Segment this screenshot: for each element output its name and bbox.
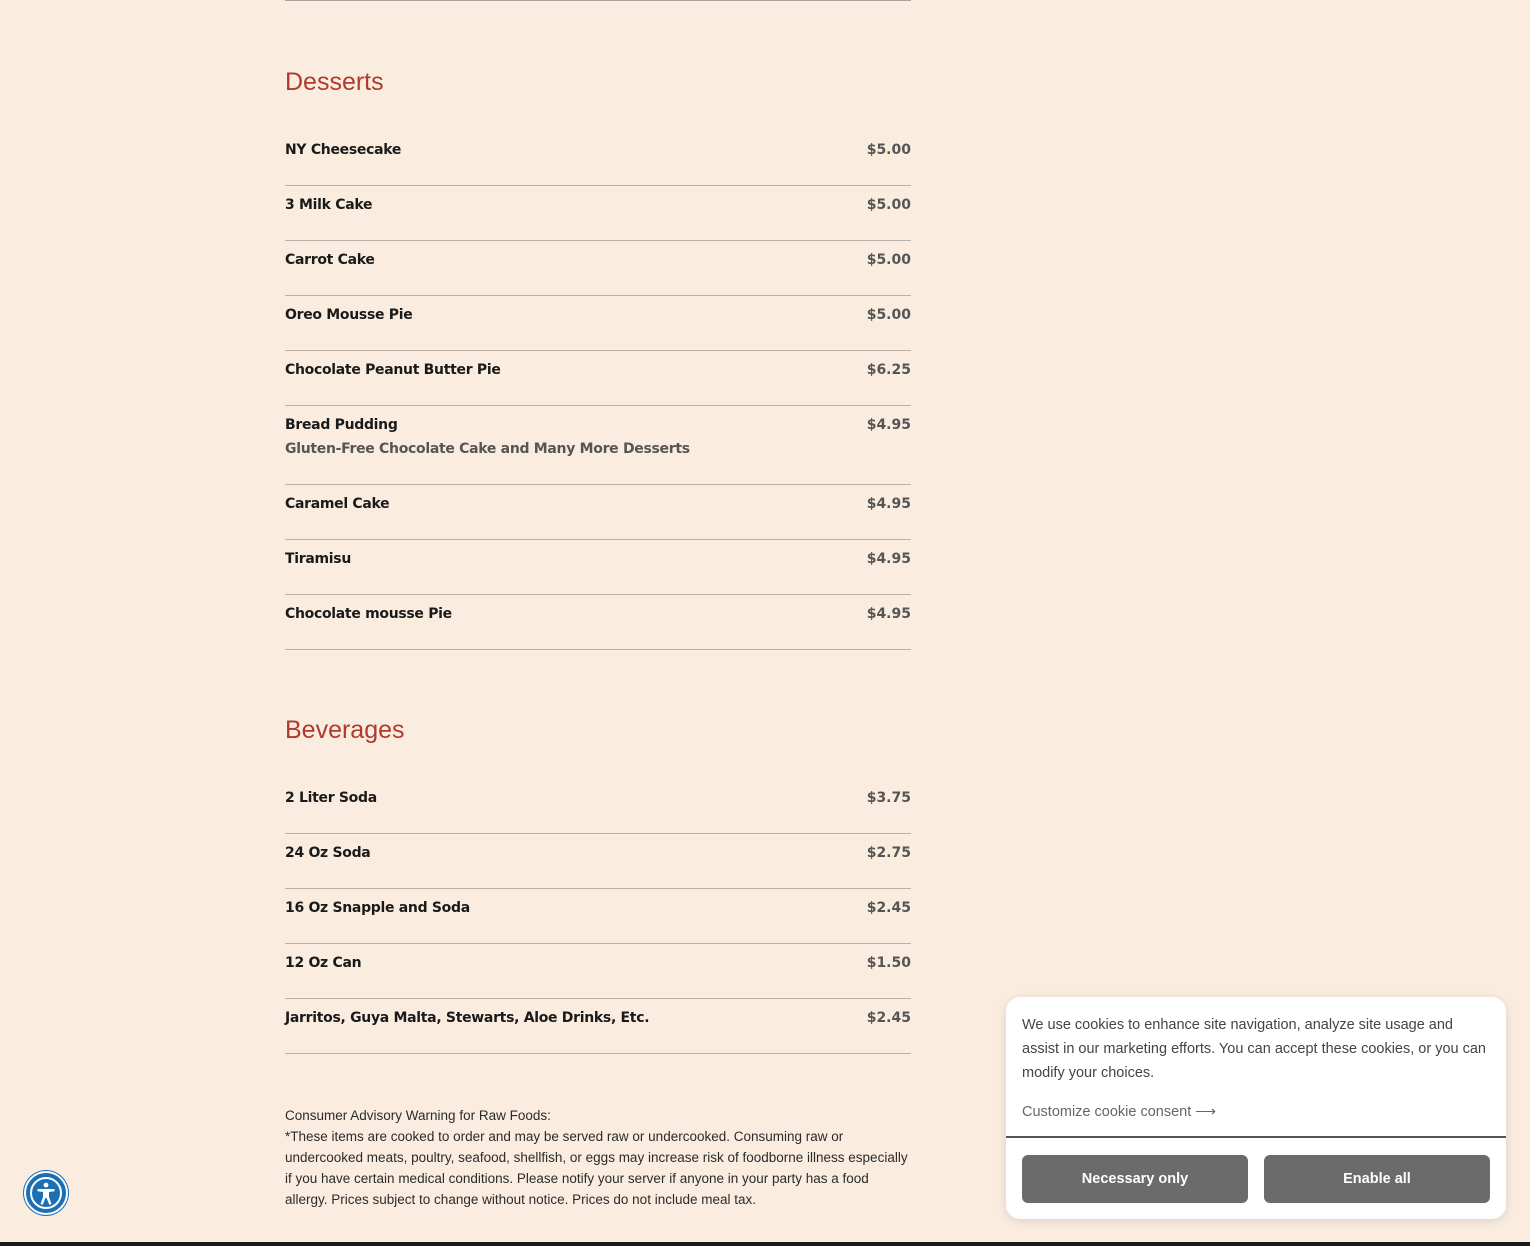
- item-price: $4.95: [866, 417, 911, 433]
- item-price: $4.95: [866, 496, 911, 512]
- item-price: $4.95: [866, 606, 911, 622]
- item-name: Tiramisu: [285, 551, 351, 567]
- item-name: Jarritos, Guya Malta, Stewarts, Aloe Drinks, Etc.: [285, 1010, 650, 1026]
- advisory-heading: Consumer Advisory Warning for Raw Foods:: [285, 1108, 551, 1123]
- arrow-right-icon: ⟶: [1195, 1104, 1217, 1120]
- cookie-message: We use cookies to enhance site navigation, analyze site usage and assist in our marketing efforts. You can accept these cookies, or you can modify your choices.: [1022, 1017, 1486, 1081]
- beverage-list: [285, 779, 911, 1054]
- item-name: Chocolate Peanut Butter Pie: [285, 362, 501, 378]
- item-name: 12 Oz Can: [285, 955, 362, 971]
- divider: [1006, 1136, 1506, 1138]
- menu-item: [285, 485, 911, 540]
- item-price: $5.00: [866, 197, 911, 213]
- cookie-consent-banner: [1006, 997, 1506, 1219]
- menu-item: [285, 944, 911, 999]
- menu-item: [285, 406, 911, 485]
- divider: [285, 0, 911, 1]
- item-name: NY Cheesecake: [285, 142, 402, 158]
- item-name: Oreo Mousse Pie: [285, 307, 413, 323]
- item-price: $5.00: [866, 142, 911, 158]
- accessibility-button[interactable]: [24, 1171, 68, 1215]
- menu-item: [285, 296, 911, 351]
- item-price: $3.75: [866, 790, 911, 806]
- item-name: 16 Oz Snapple and Soda: [285, 900, 470, 916]
- menu-item: [285, 186, 911, 241]
- menu-item: [285, 540, 911, 595]
- section-title-beverages: Beverages: [285, 716, 405, 744]
- advisory-body: *These items are cooked to order and may be served raw or undercooked. Consuming raw or undercooked meats, poultry, seafood, shellfish, or eggs may increase risk of foodborne illness especially if you have certain medical conditions. Please notify your server if anyone in your party has a food allergy. Prices subject to change without notice. Prices do not include meal tax.: [285, 1129, 908, 1207]
- menu-item: [285, 351, 911, 406]
- accessibility-icon: [26, 1173, 66, 1213]
- item-description: Gluten-Free Chocolate Cake and Many More Desserts: [285, 441, 690, 457]
- item-price: $2.45: [866, 1010, 911, 1026]
- item-name: Carrot Cake: [285, 252, 375, 268]
- item-name: Bread Pudding: [285, 417, 398, 433]
- item-name: 2 Liter Soda: [285, 790, 377, 806]
- necessary-only-button[interactable]: Necessary only: [1022, 1155, 1248, 1203]
- menu-item: [285, 999, 911, 1054]
- consumer-advisory: [285, 1105, 911, 1210]
- menu-item: [285, 595, 911, 650]
- customize-cookie-link[interactable]: [1022, 1104, 1216, 1120]
- enable-all-button[interactable]: Enable all: [1264, 1155, 1490, 1203]
- menu-item: [285, 131, 911, 186]
- section-title-desserts: Desserts: [285, 68, 384, 96]
- item-price: $5.00: [866, 252, 911, 268]
- item-name: 3 Milk Cake: [285, 197, 373, 213]
- menu-item: [285, 834, 911, 889]
- item-price: $2.45: [866, 900, 911, 916]
- dessert-list: [285, 131, 911, 650]
- item-price: $1.50: [866, 955, 911, 971]
- menu-item: [285, 889, 911, 944]
- menu-item: [285, 779, 911, 834]
- item-price: $4.95: [866, 551, 911, 567]
- footer-edge: [0, 1242, 1530, 1246]
- item-price: $6.25: [866, 362, 911, 378]
- customize-cookie-label: Customize cookie consent: [1022, 1104, 1192, 1120]
- item-price: $5.00: [866, 307, 911, 323]
- item-name: Chocolate mousse Pie: [285, 606, 452, 622]
- item-name: Caramel Cake: [285, 496, 390, 512]
- item-price: $2.75: [866, 845, 911, 861]
- menu-item: [285, 241, 911, 296]
- item-name: 24 Oz Soda: [285, 845, 371, 861]
